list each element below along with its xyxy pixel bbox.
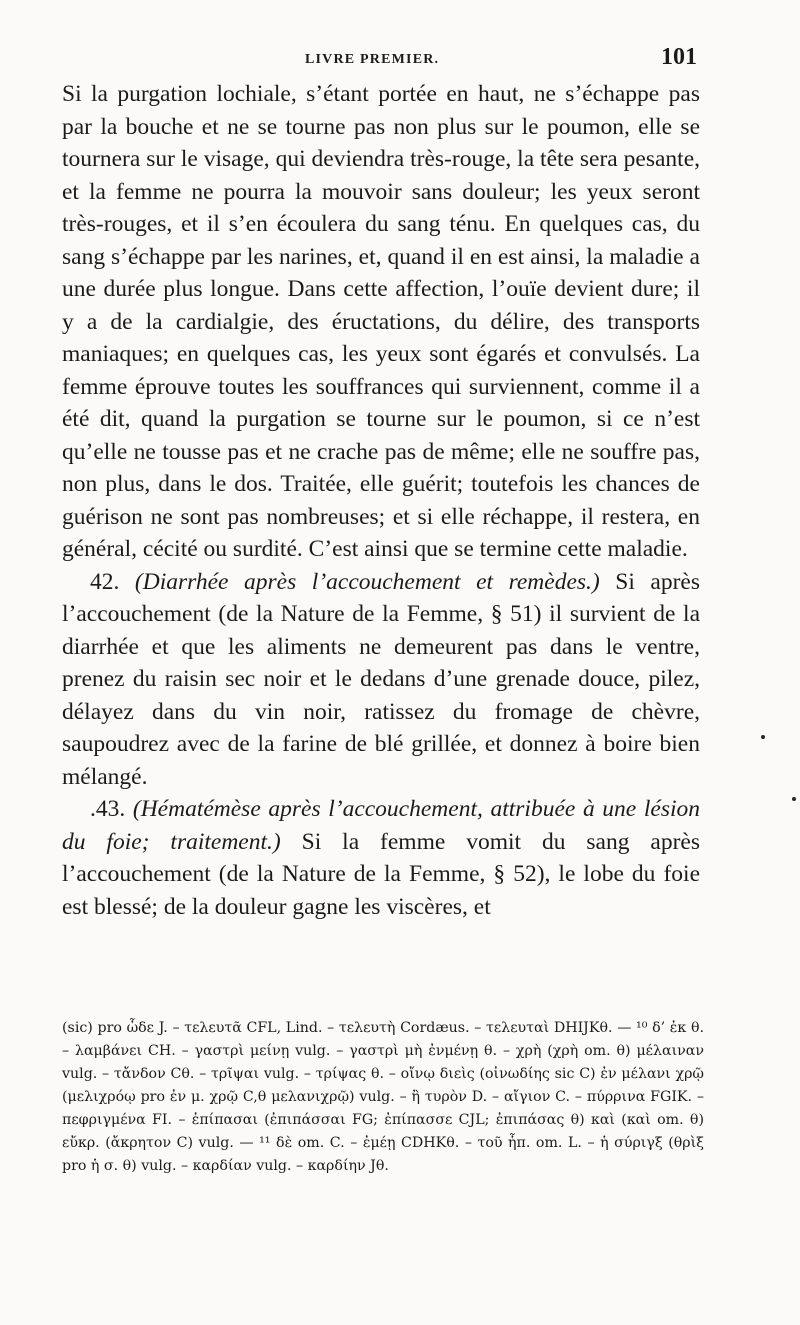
footnotes-text: (sic) pro ὧδε J. – τελευτᾶ CFL, Lind. – τελευτὴ Cordæus. – τελευταὶ DHIJKθ. — ¹⁰ δ’ ἐκ θ. – λαμβάνει CH. – γαστρὶ μείνῃ vulg. – γαστρὶ μὴ ἐνμένῃ θ. – χρὴ (χρὴ om. θ) μέλαιναν vulg. – τἄνδον Cθ. – τρῖψαι vulg. – τρίψας θ. – οἴνῳ διεὶς (οἰνωδίης sic C) ἐν μέλανι χρῷ (μελιχρόῳ pro ἐν μ. χρῷ C,θ μελανιχρῷ) vulg. – ἢ τυρὸν D. – αἴγιον C. – πύρρινα FGIK. – πεφριγμένα FI. – ἐπίπασαι (ἐπιπάσσαι FG; ἐπίπασσε CJL; ἐπιπάσας θ) καὶ (καὶ om. θ) εὔκρ. (ἄκρητον C) vulg. — ¹¹ δὲ om. C. – ἐμέῃ CDHKθ. – τοῦ ἧπ. om. L. – ἡ σύριγξ (θρὶξ pro ἡ σ. θ) vulg. – καρδίαν vulg. – καρδίην Jθ. xyxy=(62,1020,704,1174)
page-header xyxy=(0,44,800,74)
critical-apparatus xyxy=(62,1017,704,1178)
paragraph-continued: Si la purgation lochiale, s’étant portée en haut, ne s’échappe pas par la bouche et ne se tourne pas non plus sur le poumon, elle se tournera sur le visage, qui deviendra très-rouge, la tête sera pesante, et la femme ne pourra la mouvoir sans douleur; les yeux seront très-rouges, et il s’en écoulera du sang ténu. En quelques cas, du sang s’échappe par les narines, et, quand il en est ainsi, la maladie a une durée plus longue. Dans cette affection, l’ouïe devient dure; il y a de la cardialgie, des éructations, du délire, des transports maniaques; en quelques cas, les yeux sont égarés et convulsés. La femme éprouve toutes les souffrances qui surviennent, comme il a été dit, quand la purgation se tourne sur le poumon, si ce n’est qu’elle ne tousse pas et ne crache pas de même; elle ne souffre pas, non plus, dans le dos. Traitée, elle guérit; toutefois les chances de guérison ne sont pas nombreuses; et si elle réchappe, il restera, en général, cécité ou surdité. C’est ainsi que se termine cette maladie. xyxy=(62,81,700,562)
paragraph-43 xyxy=(62,793,700,923)
main-text xyxy=(62,78,700,923)
paragraph-number: 42. xyxy=(90,568,120,595)
paragraph-heading: (Hématémèse après l’accouchement, attribuée à une lésion du foie; traitement.) xyxy=(62,796,700,855)
paragraph-number: .43. xyxy=(90,796,126,822)
paragraph-42 xyxy=(62,566,700,794)
print-speck xyxy=(792,797,796,801)
paragraph-text: Si après l’accouchement (de la Nature de la Femme, § 51) il survient de la diarrhée et que les aliments ne demeurent pas dans le ventre, prenez du raisin sec noir et le dedans d’une grenade douce, pilez, délayez dans du vin noir, ratissez du fromage de chèvre, saupoudrez avec de la farine de blé grillée, et donnez à boire bien mélangé. xyxy=(62,568,701,790)
running-head: LIVRE PREMIER. xyxy=(305,52,440,67)
print-speck xyxy=(761,735,765,739)
paragraph-heading: (Diarrhée après l’accouchement et remèdes.) xyxy=(134,568,600,595)
paragraph-text: Si la femme vomit du sang après l’accouchement (de la Nature de la Femme, § 52), le lobe du foie est blessé; de la douleur gagne les viscères, et xyxy=(62,828,700,920)
page-number: 101 xyxy=(661,44,697,70)
